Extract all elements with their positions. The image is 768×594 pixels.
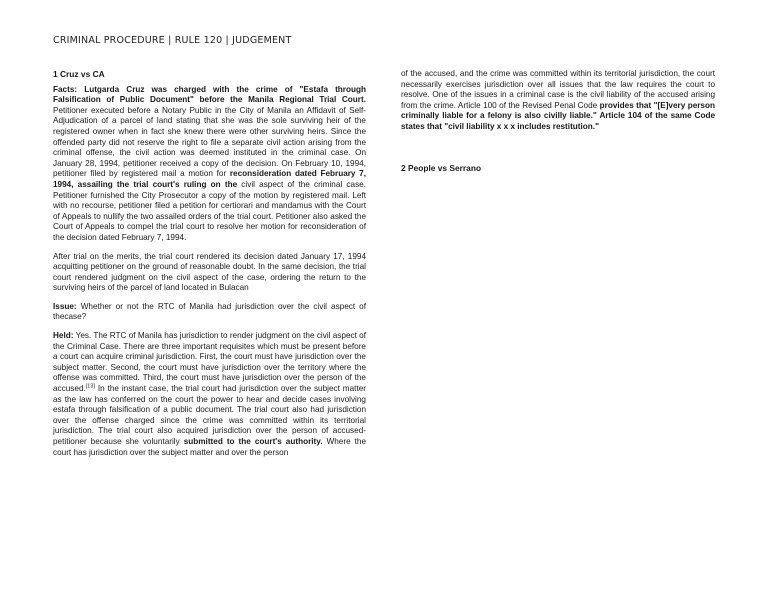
section-spacer bbox=[401, 141, 715, 163]
facts-lead: Lutgarda Cruz was charged with the crime of "Estafa through Falsification of Public Document" before the Manila Regional Trial Court. bbox=[53, 84, 366, 105]
case-title-people-vs-serrano: 2 People vs Serrano bbox=[401, 162, 482, 173]
facts-body-bold: reconsideration dated February 7, 1994, assailing the trial court's ruling on the bbox=[53, 169, 366, 189]
held-text-a: Yes. The RTC of Manila has jurisdiction to render judgment on the civil aspect of the Criminal Case. There are three important requisites which must be present before a court can acquire criminal jurisdiction. First, the court must have jurisdiction over the subject matter. Second, the court must have jurisdiction over the territory where the offense was committed. Third, the court must have jurisdiction over the person of the accused. bbox=[53, 331, 366, 394]
held-paragraph bbox=[53, 331, 366, 458]
held-text-c: Where the court has jurisdiction over the subject matter and over the person bbox=[53, 437, 366, 457]
held-label: Held: bbox=[53, 331, 74, 341]
issue-text: Whether or not the RTC of Manila had jurisdiction over the civil aspect of thecase? bbox=[53, 301, 366, 322]
facts-body-b: civil aspect of the criminal case. Petitioner furnished the City Prosecutor a copy of the motion by registered mail. Left with no recourse, petitioner filed a petition for certiorari and mandamus with the Court of Appeals to nullify the two assailed orders of the trial court. Petitioner also asked the Court of Appeals to compel the trial court to resolve her motion for reconsideration of the decision dated February 7, 1994. bbox=[53, 179, 366, 242]
continuation-bold: provides that "[E]very person criminally liable for a felony is also civilly liable." Article 104 of the same Code states that "civil liability x x x includes restitution." bbox=[401, 100, 715, 131]
continuation-text: of the accused, and the crime was committed within its territorial jurisdiction, the court necessarily exercises jurisdiction over all issues that the law requires the court to resolve. One of the issues in a criminal case is the civil liability of the accused arising from the crime. Article 100 of the Revised Penal Code bbox=[401, 69, 715, 110]
facts-paragraph bbox=[53, 85, 366, 244]
facts-body-a: Petitioner executed before a Notary Public in the City of Manila an Affidavit of Self-Adjudication of a parcel of land stating that she was the sole surviving heir of the registered owner when in fact she knew there were other surviving heirs. Since the offended party did not reserve the right to file a separate civil action arising from the criminal offense, the civil action was deemed instituted in the criminal case. On January 28, 1994, petitioner received a copy of the decision. On February 10, 1994, petitioner filed by registered mail a motion for bbox=[53, 105, 366, 179]
case-title-cruz-vs-ca: 1 Cruz vs CA bbox=[53, 69, 105, 79]
held-text-b: In the instant case, the trial court had jurisdiction over the subject matter as the law has conferred on the court the power to hear and decide cases involving estafa through falsification of a public document. The trial court also had jurisdiction over the offense charged since the crime was committed within its territorial jurisdiction. The trial court also acquired jurisdiction over the person of accused-petitioner because she voluntarily bbox=[53, 384, 366, 446]
left-column bbox=[53, 69, 366, 466]
footnote-link-13[interactable]: [13] bbox=[85, 383, 95, 390]
right-column bbox=[401, 69, 715, 178]
held-text-bold: submitted to the court's authority. bbox=[183, 437, 323, 446]
issue-label: Issue: bbox=[53, 301, 77, 311]
issue-paragraph bbox=[53, 302, 366, 323]
after-trial-paragraph: After trial on the merits, the trial court rendered its decision dated January 17, 1994 acquitting petitioner on the ground of reasonable doubt. In the same decision, the trial court rendered judgment on the civil aspect of the case, ordering the return to the surviving heirs of the parcel of land located in Bulacan bbox=[53, 251, 366, 293]
facts-label: Facts: bbox=[53, 84, 78, 94]
page-header: CRIMINAL PROCEDURE | RULE 120 | JUDGEMENT bbox=[53, 35, 292, 46]
continuation-paragraph bbox=[401, 69, 715, 133]
